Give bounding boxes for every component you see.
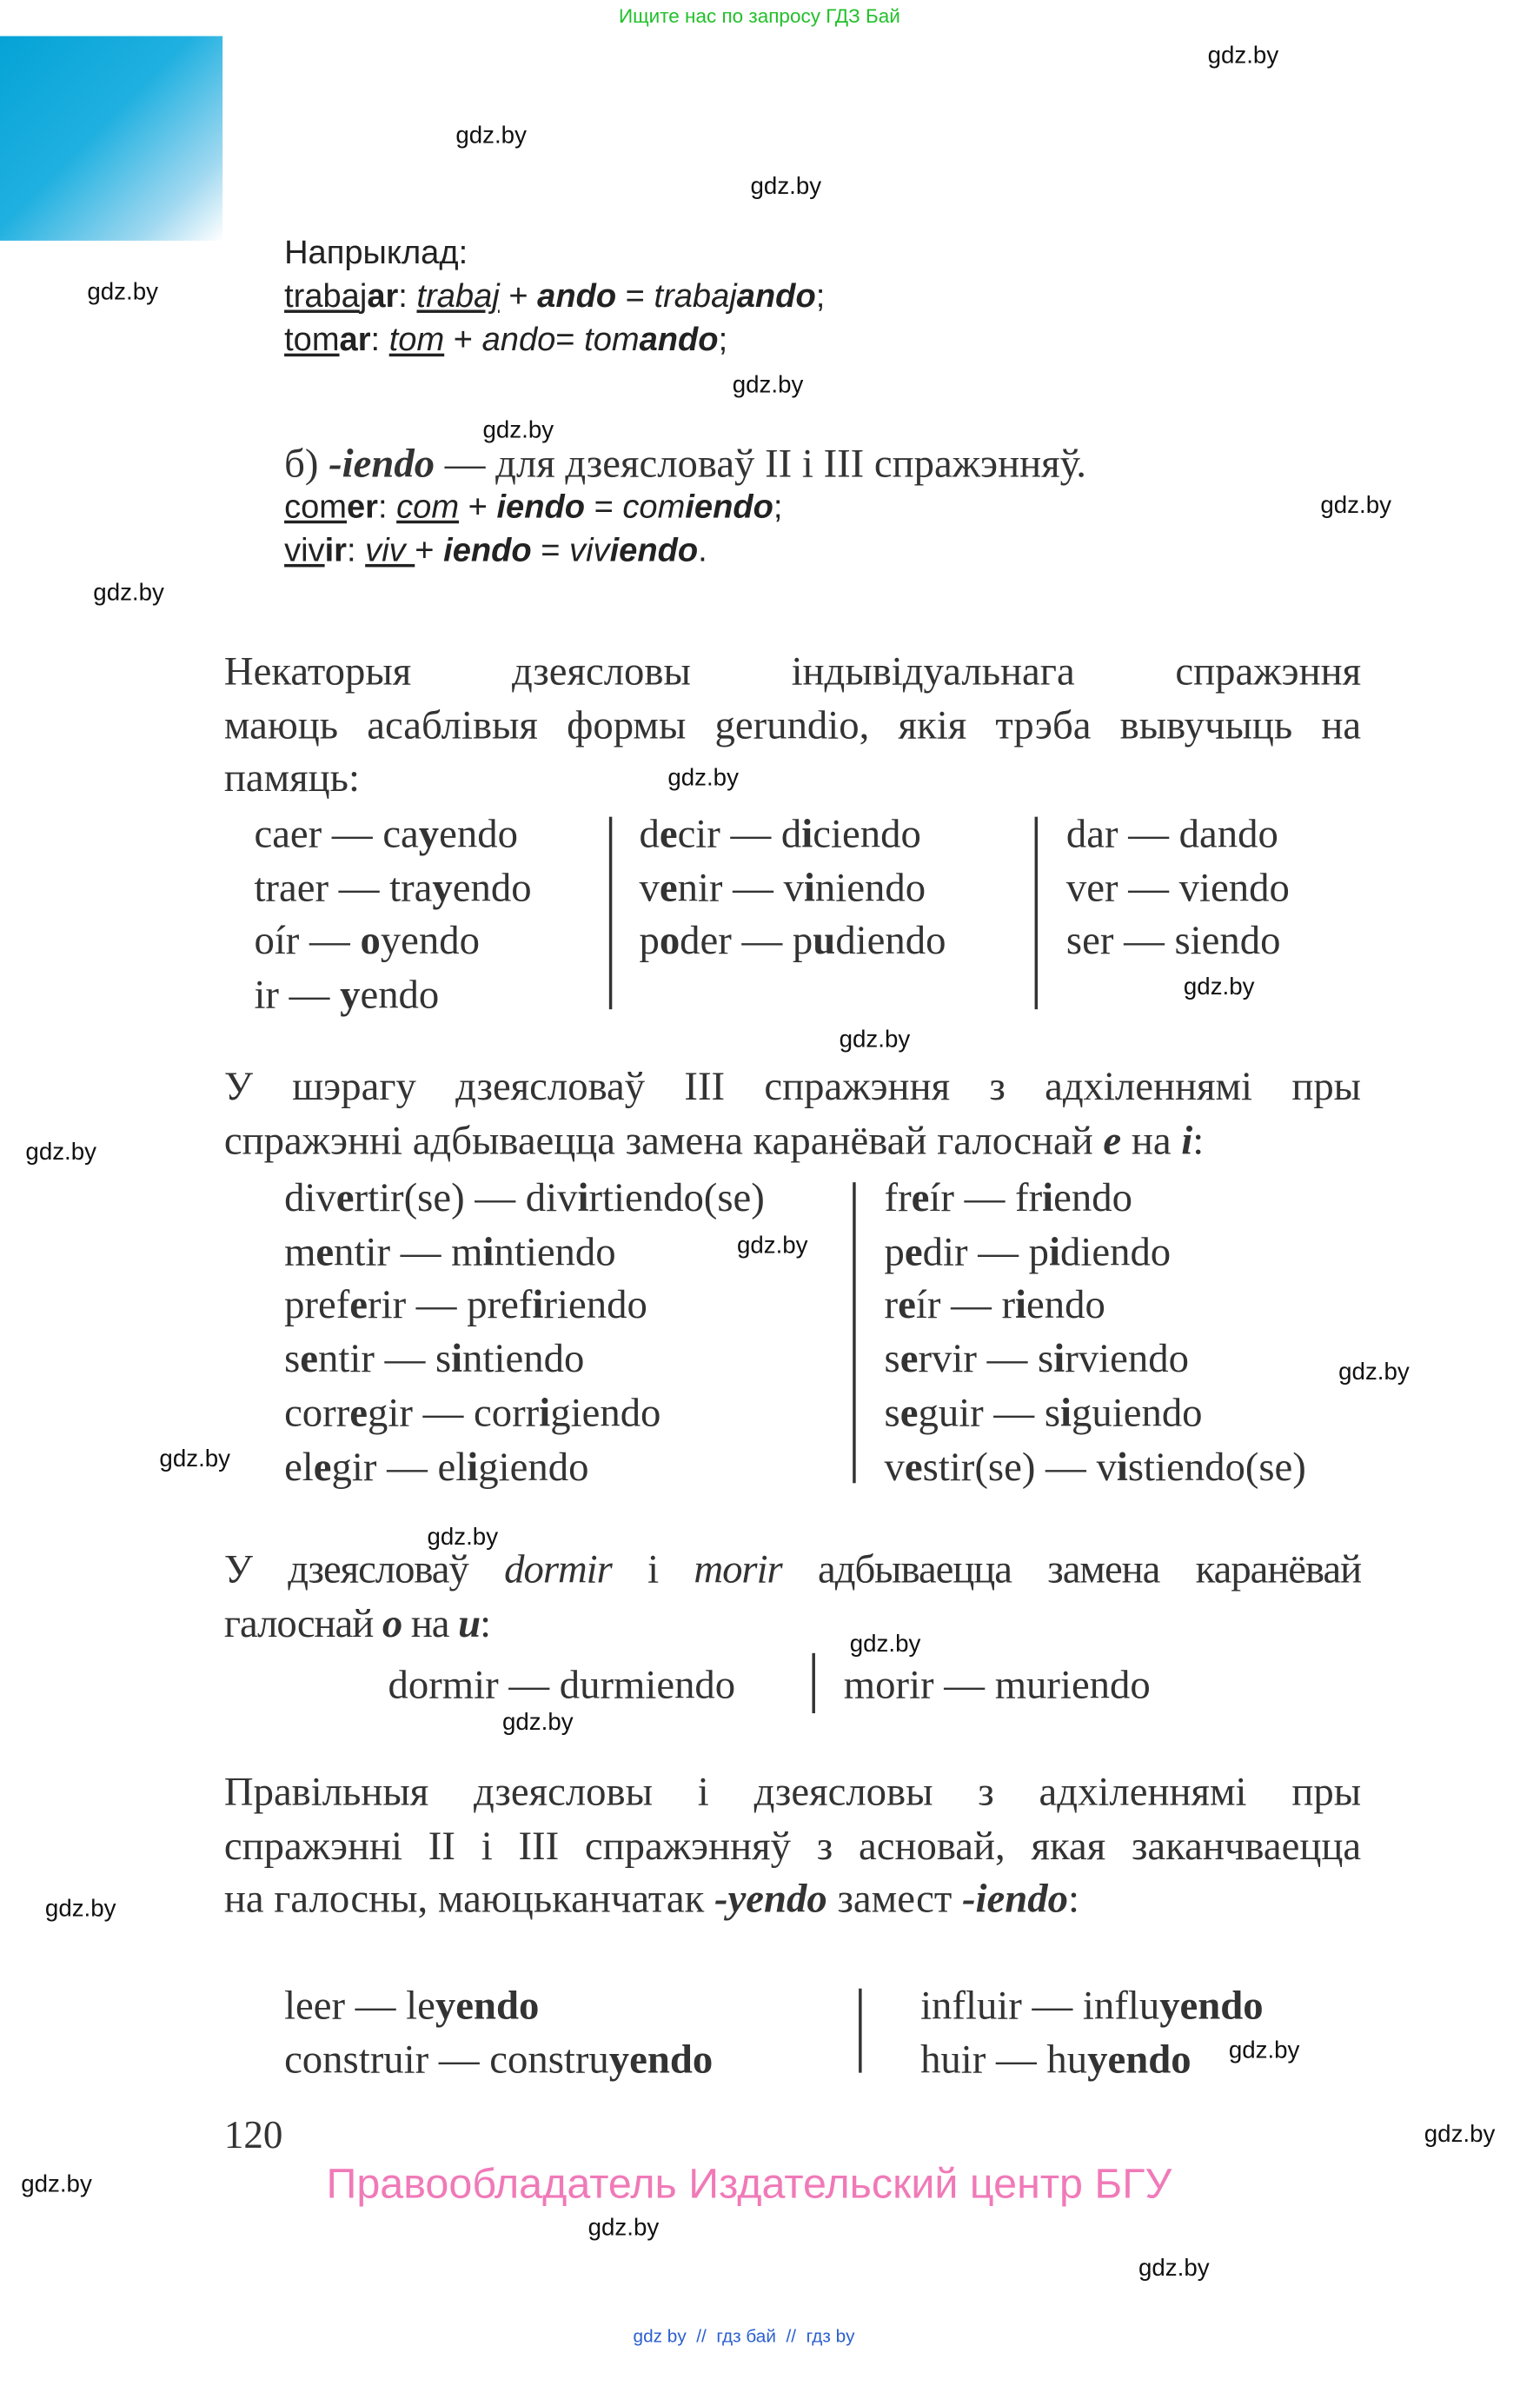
text-segment: ver — viendo <box>1065 864 1290 910</box>
text-segment: . <box>698 530 707 569</box>
text-segment: trabaj <box>654 276 737 315</box>
text-segment: i <box>1116 1443 1128 1489</box>
text-segment: -iendo <box>329 441 435 486</box>
text-segment: e <box>313 1443 332 1489</box>
verb-gerund-pair <box>284 1386 765 1440</box>
text-segment: = <box>531 530 570 569</box>
text-segment: tom <box>584 320 640 358</box>
text-segment: pref <box>284 1282 350 1328</box>
text-segment: nir — v <box>677 864 804 910</box>
verb-gerund-pair <box>284 1172 765 1226</box>
paragraph-line <box>224 1819 1361 1873</box>
text-segment: o <box>659 918 680 964</box>
verb-gerund-pair <box>639 861 946 915</box>
text-segment: u <box>458 1599 481 1645</box>
text-segment: leer — le <box>284 1982 435 2028</box>
text-segment: endo <box>1026 1282 1105 1328</box>
text-segment: endo <box>452 864 532 910</box>
text-segment: : <box>1192 1117 1205 1163</box>
text-segment: com <box>284 487 347 525</box>
text-segment: tom <box>284 320 340 358</box>
text-segment: ; <box>718 320 728 358</box>
text-segment: giendo <box>550 1389 661 1435</box>
text-segment: rviendo <box>1065 1335 1189 1381</box>
text-segment: i <box>1053 1335 1065 1381</box>
column-divider <box>1035 817 1038 1010</box>
text-segment: i <box>1048 1228 1061 1274</box>
text-segment: + <box>459 487 497 525</box>
text-segment: e <box>300 1335 319 1381</box>
text-segment: на <box>402 1599 459 1645</box>
paragraph-irregular <box>224 645 1361 806</box>
text-segment: cir — d <box>677 810 802 856</box>
verb-gerund-pair <box>284 1979 713 2033</box>
watermark: gdz.by <box>1320 493 1391 520</box>
text-segment: маюць асаблівыя формы gerundio, якія трэба вывучыць на <box>223 701 1362 748</box>
verb-gerund-pair <box>254 808 531 861</box>
text-segment: ír — fr <box>929 1174 1043 1220</box>
watermark: gdz.by <box>25 1140 96 1166</box>
paragraph-line <box>224 1060 1361 1114</box>
text-segment: viv <box>365 530 415 569</box>
text-segment: e <box>659 864 678 910</box>
text-segment: = <box>585 487 623 525</box>
text-segment: er <box>346 487 378 525</box>
watermark: gdz.by <box>750 174 822 201</box>
text-segment: stiendo(se) <box>1127 1443 1306 1489</box>
text-segment: = <box>555 320 585 358</box>
paragraph-yendo <box>224 1766 1361 1927</box>
text-segment: s <box>884 1335 900 1381</box>
text-segment: на <box>1121 1117 1182 1163</box>
text-segment: yendo <box>435 1982 540 2028</box>
column-divider <box>859 1989 861 2073</box>
text-segment: e <box>899 1389 919 1435</box>
text-segment: caer — ca <box>254 810 419 856</box>
text-segment: e <box>904 1443 923 1489</box>
text-segment: ntiendo <box>494 1228 616 1274</box>
text-segment: m <box>284 1228 316 1274</box>
verb-gerund-pair <box>920 1979 1264 2033</box>
yendo-col-2 <box>920 1979 1264 2087</box>
watermark: gdz.by <box>839 1027 911 1053</box>
text-segment: v <box>884 1443 905 1489</box>
text-segment: : <box>370 320 389 358</box>
text-segment: influir — influ <box>920 1982 1160 2028</box>
text-segment: ando <box>481 320 556 358</box>
irregular-col-1 <box>254 808 531 1022</box>
text-segment: i <box>1015 1282 1027 1328</box>
verb-gerund-pair <box>885 1172 1306 1226</box>
paragraph-line <box>224 1597 1361 1651</box>
text-segment: ar <box>367 276 399 315</box>
text-segment: : <box>377 487 397 525</box>
paragraph-line <box>224 1873 1361 1927</box>
watermark: gdz.by <box>667 765 739 792</box>
watermark: gdz.by <box>1138 2256 1210 2283</box>
text-segment: галоснай <box>223 1599 382 1645</box>
text-segment: yendo <box>380 918 481 964</box>
text-segment: e <box>904 1228 923 1274</box>
watermark: gdz.by <box>21 2171 92 2198</box>
text-segment: guir — s <box>918 1389 1061 1435</box>
text-segment: div <box>284 1174 336 1220</box>
text-segment: dormir <box>504 1545 612 1592</box>
watermark: gdz.by <box>455 123 527 150</box>
text-segment: gir — corr <box>368 1389 540 1435</box>
paragraph-line <box>224 1766 1361 1820</box>
text-segment: ciendo <box>813 810 921 856</box>
text-segment: e <box>911 1174 930 1220</box>
text-segment: памяць: <box>223 755 360 801</box>
text-segment: giendo <box>478 1443 589 1489</box>
text-segment: com <box>622 487 686 525</box>
text-segment: i <box>482 1228 495 1274</box>
text-segment: : <box>1067 1876 1079 1922</box>
text-segment: -yendo <box>714 1876 827 1922</box>
example-line <box>284 276 825 317</box>
text-segment: i <box>539 1389 551 1435</box>
verb-gerund-pair <box>1066 861 1290 915</box>
text-segment: : <box>480 1599 491 1645</box>
o-to-u-example <box>388 1659 735 1711</box>
text-segment: i <box>467 1443 479 1489</box>
text-segment: + <box>499 276 538 315</box>
yendo-col-1 <box>284 1979 713 2087</box>
text-segment: ar <box>339 320 371 358</box>
text-segment: ntir — m <box>334 1228 483 1274</box>
text-segment: y <box>432 864 453 910</box>
text-segment: ; <box>815 276 826 315</box>
o-to-u-example <box>844 1659 1151 1711</box>
text-segment: traer — tra <box>254 864 433 910</box>
text-segment: адбываецца замена каранёвай <box>781 1545 1362 1592</box>
e-to-i-col-2 <box>885 1172 1306 1494</box>
text-segment: stir(se) — v <box>922 1443 1117 1489</box>
verb-gerund-pair <box>885 1279 1306 1333</box>
column-divider <box>812 1653 814 1713</box>
verb-gerund-pair <box>639 808 946 861</box>
watermark: gdz.by <box>732 373 804 399</box>
text-segment: morir — muriendo <box>843 1662 1151 1708</box>
text-segment: i <box>1181 1117 1193 1163</box>
example-line <box>284 486 782 528</box>
text-segment: morir <box>694 1545 782 1592</box>
text-segment: traba <box>284 276 360 315</box>
text-segment: j <box>359 276 368 315</box>
text-segment: rvir — s <box>918 1335 1054 1381</box>
paragraph-line <box>224 1114 1361 1168</box>
text-segment: ír — r <box>915 1282 1016 1328</box>
text-segment: huir — hu <box>920 2036 1088 2082</box>
footer-links[interactable]: gdz by // гдз бай // гдз by <box>633 2325 855 2347</box>
text-segment: на галосны, маюцьканчатак <box>223 1876 715 1922</box>
text-segment: Правільныя дзеясловы і дзеясловы з адхіленнямі пры <box>223 1769 1362 1814</box>
text-segment: diendo <box>1060 1228 1172 1274</box>
text-segment: У шэрагу дзеясловаў III спражэння з адхіленнямі пры <box>223 1063 1362 1109</box>
text-segment: s <box>284 1335 301 1381</box>
irregular-col-2 <box>639 808 946 968</box>
text-segment: i <box>801 810 813 856</box>
text-segment: : <box>398 276 417 315</box>
paragraph-line <box>224 645 1361 699</box>
text-segment: der — p <box>680 918 813 964</box>
text-segment: ntiendo <box>462 1335 585 1381</box>
text-segment: tom <box>388 320 445 358</box>
verb-gerund-pair <box>1066 915 1290 969</box>
text-segment: r <box>884 1282 899 1328</box>
watermark: gdz.by <box>587 2216 660 2242</box>
paragraph-line <box>224 1543 1361 1597</box>
text-segment: -iendo <box>961 1876 1068 1922</box>
verb-gerund-pair <box>284 1226 765 1279</box>
verb-gerund-pair <box>254 969 531 1023</box>
text-segment: ser — siendo <box>1065 918 1281 964</box>
watermark: gdz.by <box>849 1632 921 1658</box>
text-segment: el <box>284 1443 314 1489</box>
text-segment: endo <box>1053 1174 1132 1220</box>
text-segment: e <box>899 1335 919 1381</box>
text-segment: Некаторыя дзеясловы індывідуальнага спражэння <box>223 648 1362 694</box>
text-segment: d <box>639 810 660 856</box>
text-segment: yendo <box>1087 2036 1192 2082</box>
text-segment: fr <box>884 1174 912 1220</box>
text-segment: oír — <box>254 918 361 964</box>
verb-gerund-pair <box>885 1440 1306 1494</box>
text-segment: o <box>382 1599 402 1645</box>
verb-gerund-pair <box>639 915 946 969</box>
text-segment: + <box>444 320 482 358</box>
text-segment: замест <box>826 1876 962 1922</box>
verb-gerund-pair <box>920 2033 1264 2087</box>
text-segment: У дзеясловаў <box>223 1545 505 1592</box>
rule-heading-iendo <box>284 438 1086 489</box>
watermark: gdz.by <box>1228 2037 1300 2064</box>
example-heading: Напрыклад: <box>284 233 468 271</box>
column-divider <box>609 817 612 1010</box>
text-segment: dir — p <box>922 1228 1049 1274</box>
text-segment: ir — <box>254 972 341 1018</box>
corner-decoration <box>0 37 222 241</box>
example-line <box>284 529 707 571</box>
watermark: gdz.by <box>87 279 158 306</box>
paragraph-e-to-i <box>224 1060 1361 1168</box>
text-segment: e <box>349 1282 368 1328</box>
text-segment: e <box>1103 1117 1122 1163</box>
verb-gerund-pair <box>284 1333 765 1386</box>
text-segment: i <box>803 864 815 910</box>
text-segment: corr <box>284 1389 350 1435</box>
page-number: 120 <box>223 2113 283 2157</box>
verb-gerund-pair <box>254 915 531 969</box>
column-divider <box>853 1182 855 1483</box>
text-segment: iendo <box>685 487 773 525</box>
text-segment: e <box>898 1282 916 1328</box>
verb-gerund-pair <box>284 1279 765 1333</box>
text-segment: diendo <box>835 918 946 964</box>
text-segment: = <box>616 276 654 315</box>
text-segment: ando <box>736 276 816 315</box>
watermark: gdz.by <box>93 580 164 607</box>
text-segment: б) <box>284 441 329 486</box>
watermark: gdz.by <box>1338 1359 1410 1386</box>
text-segment: ando <box>639 320 719 358</box>
text-segment: p <box>639 918 660 964</box>
text-segment: y <box>340 972 361 1018</box>
text-segment: v <box>639 864 660 910</box>
text-segment: dormir — durmiendo <box>388 1662 736 1708</box>
example-line <box>284 319 727 361</box>
text-segment: u <box>813 918 836 964</box>
verb-gerund-pair <box>284 1440 765 1494</box>
text-segment: rtiendo(se) <box>588 1174 765 1220</box>
text-segment: construir — constru <box>284 2036 609 2082</box>
text-segment: dar — dando <box>1065 810 1278 856</box>
paragraph-line <box>224 753 1361 807</box>
text-segment: i <box>532 1282 544 1328</box>
text-segment: e <box>349 1389 368 1435</box>
watermark: gdz.by <box>159 1446 231 1473</box>
watermark: gdz.by <box>736 1233 808 1259</box>
text-segment: ando <box>537 276 617 315</box>
text-segment: + <box>415 530 444 569</box>
text-segment: viv <box>284 530 325 569</box>
watermark: gdz.by <box>427 1525 499 1552</box>
watermark: gdz.by <box>1183 974 1255 1000</box>
verb-gerund-pair <box>885 1333 1306 1386</box>
text-segment: p <box>884 1228 905 1274</box>
watermark: gdz.by <box>482 418 554 444</box>
text-segment: спражэнні адбываецца замена каранёвай галоснай <box>223 1117 1104 1163</box>
text-segment: niendo <box>814 864 926 910</box>
e-to-i-col-1 <box>284 1172 765 1494</box>
text-segment: спражэнні II і III спражэнняў з асновай, якая заканчваецца <box>223 1822 1362 1868</box>
verb-gerund-pair <box>254 861 531 915</box>
verb-gerund-pair <box>885 1386 1306 1440</box>
paragraph-o-to-u <box>224 1543 1361 1651</box>
verb-gerund-pair <box>1066 808 1290 861</box>
text-segment: i <box>1042 1174 1054 1220</box>
irregular-col-3 <box>1066 808 1290 968</box>
text-segment: rtir(se) — div <box>354 1174 578 1220</box>
text-segment: rir — pref <box>368 1282 533 1328</box>
text-segment: iendo <box>609 530 699 569</box>
watermark: gdz.by <box>1424 2122 1496 2149</box>
verb-gerund-pair <box>284 2033 713 2087</box>
text-segment: s <box>884 1389 900 1435</box>
watermark: gdz.by <box>1207 43 1279 70</box>
text-segment: gir — el <box>331 1443 468 1489</box>
text-segment: i <box>577 1174 589 1220</box>
text-segment: yendo <box>608 2036 714 2082</box>
text-segment: i <box>451 1335 463 1381</box>
text-segment: guiendo <box>1072 1389 1203 1435</box>
text-segment: i <box>1060 1389 1072 1435</box>
copyright-notice: Правообладатель Издательский центр БГУ <box>326 2159 1172 2207</box>
text-segment: ir <box>324 530 348 569</box>
text-segment: viv <box>569 530 610 569</box>
text-segment: y <box>418 810 440 856</box>
watermark: gdz.by <box>44 1897 116 1923</box>
text-segment: ; <box>773 487 783 525</box>
text-segment: e <box>335 1174 355 1220</box>
text-segment: ntir — s <box>318 1335 452 1381</box>
search-hint[interactable]: Ищите нас по запросу ГДЗ Бай <box>618 4 900 28</box>
text-segment: riendo <box>543 1282 647 1328</box>
text-segment: endo <box>439 810 518 856</box>
watermark: gdz.by <box>501 1710 574 1736</box>
paragraph-line <box>224 699 1361 753</box>
text-segment: : <box>347 530 366 569</box>
verb-gerund-pair <box>885 1226 1306 1279</box>
text-segment: і <box>611 1545 694 1592</box>
text-segment: iendo <box>443 530 532 569</box>
text-segment: e <box>315 1228 335 1274</box>
text-segment: yendo <box>1159 1982 1264 2028</box>
text-segment: endo <box>360 972 440 1018</box>
text-segment: iendo <box>496 487 586 525</box>
text-segment: com <box>396 487 460 525</box>
text-segment: — для дзеясловаў II і III спражэнняў. <box>435 441 1086 486</box>
text-segment: trabaj <box>416 276 500 315</box>
text-segment: o <box>360 918 381 964</box>
text-segment: e <box>659 810 678 856</box>
